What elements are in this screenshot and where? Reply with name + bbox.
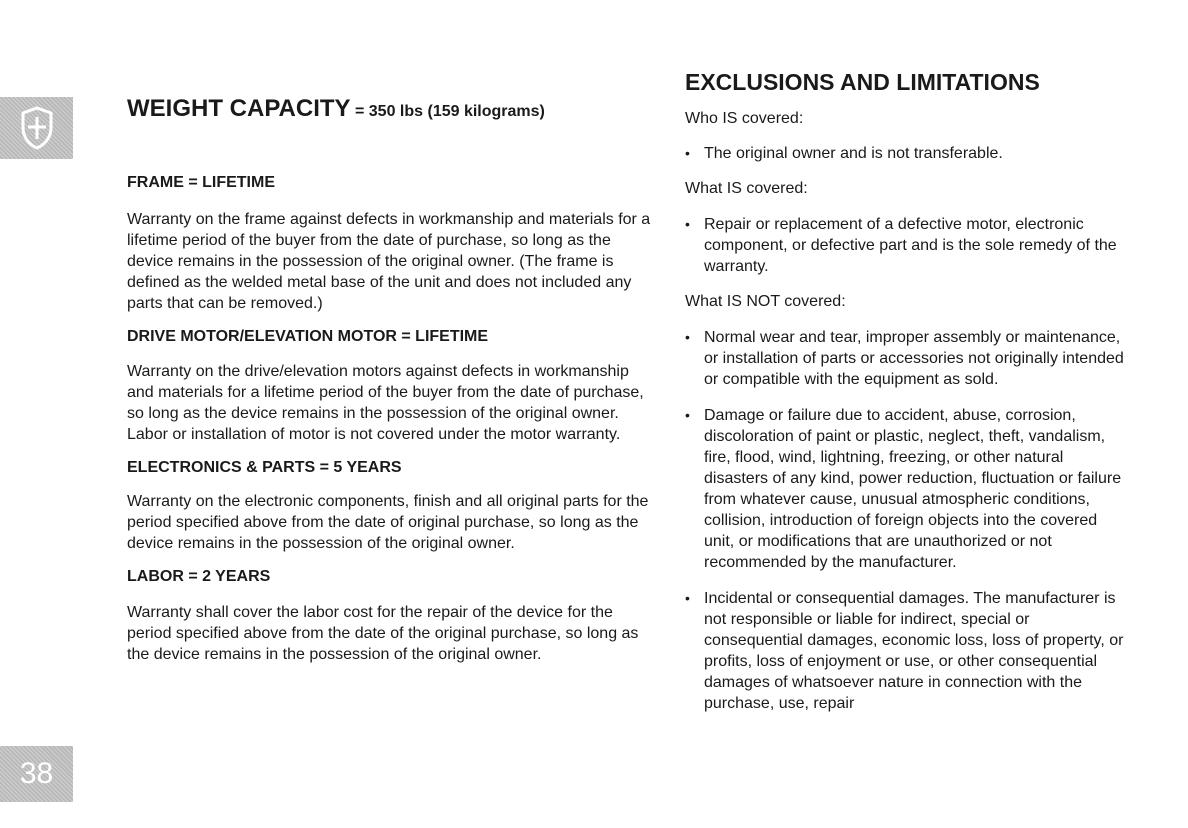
page-number: 38 <box>19 757 54 790</box>
page-number-tab <box>0 746 73 802</box>
what-not-covered-label: What IS NOT covered: <box>685 293 846 310</box>
section-heading-motor: DRIVE MOTOR/ELEVATION MOTOR = LIFETIME <box>127 328 489 345</box>
section-text-motor: Warranty on the drive/elevation motors against defects in workmanship and materials for a lifetime period of the buyer from the date of purchase, so long as the device remains in the possession of the original owner. Labor or installation of motor is not covered under the motor warranty. <box>127 363 644 443</box>
list-item: • Damage or failure due to accident, abuse, corrosion, discoloration of paint or plastic, neglect, theft, vandalism, fire, flood, wind, lightning, freezing, or other natural disasters of any kind, power reduction, fluctuation or failure from whatever cause, unusual atmospheric conditions, collision, introduction of foreign objects into the covered unit, or modifications that are unauthorized or not recommended by the manufacturer. <box>685 405 1125 573</box>
warranty-column <box>127 95 652 665</box>
title-capacity: = 350 lbs (159 kilograms) <box>350 103 545 120</box>
exclusions-title: EXCLUSIONS AND LIMITATIONS <box>685 69 1040 95</box>
section-tab <box>0 97 73 159</box>
section-text-labor: Warranty shall cover the labor cost for the repair of the device for the period specified above from the date of the original purchase, so long as the device remains in the possession of the original owner. <box>127 604 639 663</box>
section-heading-electronics: ELECTRONICS & PARTS = 5 YEARS <box>127 459 402 476</box>
section-heading-labor: LABOR = 2 YEARS <box>127 568 271 585</box>
title-main: WEIGHT CAPACITY <box>127 95 351 122</box>
section-text-frame: Warranty on the frame against defects in workmanship and materials for a lifetime period of the buyer from the date of purchase, so long as the device remains in the possession of the original owner. (The frame is defined as the welded metal base of the unit and does not included any parts that can be removed.) <box>127 211 651 312</box>
list-item: • Normal wear and tear, improper assembly or maintenance, or installation of parts or accessories not originally intended or compatible with the equipment as sold. <box>685 327 1125 390</box>
exclusions-column <box>685 68 1125 714</box>
list-item: • Repair or replacement of a defective motor, electronic component, or defective part and is the sole remedy of the warranty. <box>685 214 1125 277</box>
shield-cross-icon <box>20 106 54 150</box>
section-text-electronics: Warranty on the electronic components, finish and all original parts for the period specified above from the date of original purchase, so long as the device remains in the possession of the original owner. <box>127 493 649 552</box>
list-item: • Incidental or consequential damages. The manufacturer is not responsible or liable for indirect, special or consequential damages, economic loss, loss of property, or profits, loss of enjoyment or use, or other consequential damages of whatsoever nature in connection with the purchase, use, repair <box>685 588 1125 714</box>
page-title <box>127 95 652 126</box>
section-heading-frame: FRAME = LIFETIME <box>127 174 275 191</box>
who-covered-label: Who IS covered: <box>685 110 804 127</box>
what-covered-label: What IS covered: <box>685 180 808 197</box>
list-item: • The original owner and is not transferable. <box>685 143 1125 164</box>
